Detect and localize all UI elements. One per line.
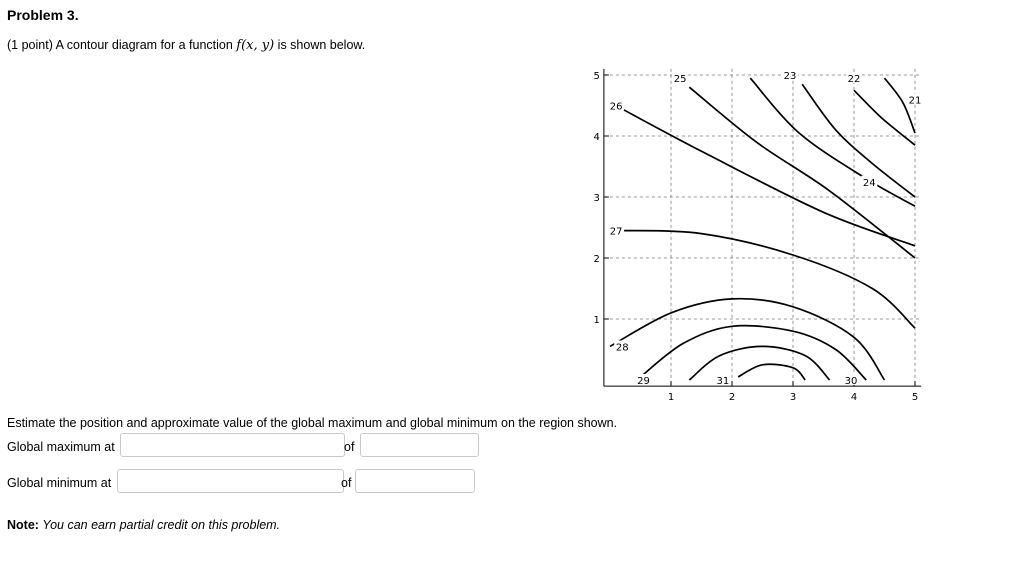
note-text: You can earn partial credit on this problem.: [42, 518, 281, 532]
contour-line-27: [619, 231, 915, 329]
problem-title: Problem 3.: [7, 7, 79, 23]
contour-label-28: 28: [615, 342, 629, 354]
contour-label-29: 29: [637, 376, 650, 387]
contour-line-23: [802, 84, 915, 197]
y-tick-label-5: 5: [593, 71, 600, 82]
intro-suffix: is shown below.: [274, 38, 366, 52]
contour-line-25: [689, 87, 915, 258]
contour-label-25: 25: [673, 74, 687, 86]
contour-line-24: [750, 78, 915, 206]
x-tick-label-3: 3: [789, 392, 797, 402]
note: Note: You can earn partial credit on this problem.: [7, 518, 281, 532]
global-max-of-label: of: [344, 440, 355, 454]
x-tick-label-4: 4: [850, 392, 858, 402]
y-tick-label-4: 4: [593, 132, 600, 143]
contour-label-26: 26: [609, 101, 623, 113]
global-max-label: Global maximum at: [7, 440, 115, 454]
contour-line-22: [854, 90, 915, 145]
y-tick-label-3: 3: [593, 193, 600, 204]
y-tick-label-2: 2: [593, 254, 600, 265]
contour-line-26: [610, 102, 915, 245]
contour-label-31: 31: [716, 376, 730, 387]
contour-line-30: [689, 346, 829, 380]
global-min-label: Global minimum at: [7, 476, 112, 490]
contour-label-24: 24: [862, 177, 876, 189]
global-min-of-label: of: [341, 476, 352, 490]
global-max-value-input[interactable]: [360, 433, 479, 457]
intro-prefix: (1 point) A contour diagram for a function: [7, 38, 237, 52]
note-label: Note: [7, 518, 35, 532]
problem-intro: [7, 38, 365, 53]
contour-label-30: 30: [844, 376, 858, 387]
function-label: f(x, y): [236, 38, 275, 53]
question-prompt: Estimate the position and approximate value of the global maximum and global minimum on the region shown.: [7, 416, 618, 430]
global-max-position-input[interactable]: [120, 433, 345, 457]
contour-line-31: [738, 364, 805, 380]
x-tick-label-5: 5: [911, 392, 919, 402]
y-tick-label-1: 1: [593, 315, 600, 326]
contour-label-21: 21: [908, 95, 922, 107]
global-min-value-input[interactable]: [355, 469, 475, 493]
global-min-position-input[interactable]: [117, 469, 344, 493]
contour-label-23: 23: [783, 71, 797, 82]
x-tick-label-1: 1: [667, 392, 675, 402]
x-tick-label-2: 2: [728, 392, 736, 402]
contour-diagram: [585, 62, 930, 402]
contour-line-29: [641, 326, 867, 380]
contour-label-22: 22: [847, 74, 861, 86]
contour-label-27: 27: [609, 226, 623, 238]
